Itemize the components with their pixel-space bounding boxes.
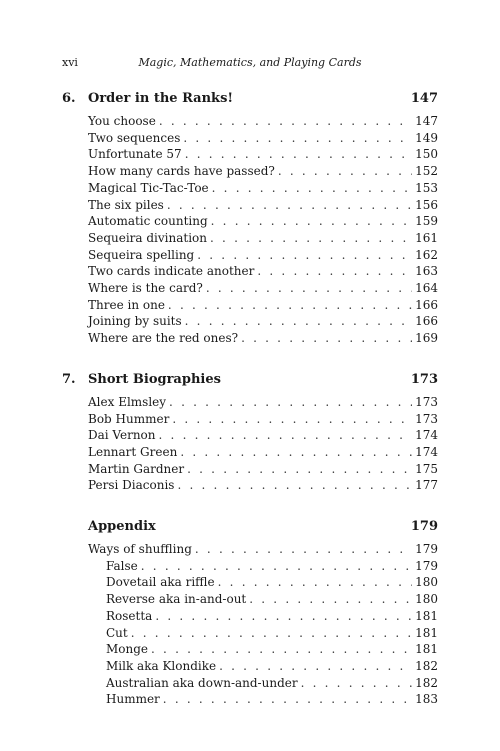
toc-entry[interactable]: [62, 608, 438, 625]
entry-title: Reverse aka in-and-out: [106, 592, 247, 607]
entry-title: Monge: [106, 642, 149, 657]
entry-title: Unfortunate 57: [88, 147, 182, 162]
chapter-heading[interactable]: [62, 518, 438, 536]
entry-page: 147: [415, 114, 438, 128]
entry-title: Cut: [106, 625, 128, 640]
toc-entry[interactable]: [62, 427, 438, 444]
dot-leader: [155, 608, 412, 625]
entry-page: 156: [415, 197, 438, 212]
entry-title: The six piles: [88, 197, 164, 212]
dot-leader: [141, 558, 412, 575]
entry-title: Australian aka down-and-under: [106, 675, 298, 690]
entry-title: Ways of shuffling: [88, 542, 192, 557]
dot-leader: [172, 411, 412, 428]
toc-entry[interactable]: [62, 477, 438, 494]
entry-title: Bob Hummer: [88, 411, 170, 426]
dot-leader: [177, 477, 412, 494]
toc-chapter: [62, 371, 438, 494]
entry-title: How many cards have passed?: [88, 164, 275, 179]
toc-entry[interactable]: [62, 574, 438, 591]
entry-page: 166: [415, 297, 438, 312]
chapter-page: 179: [410, 519, 438, 535]
entry-page: 169: [415, 331, 438, 346]
entry-page: 152: [415, 164, 438, 179]
dot-leader: [257, 263, 412, 280]
dot-leader: [197, 247, 412, 264]
entry-title: Three in one: [88, 297, 165, 312]
toc-entry[interactable]: [62, 394, 438, 411]
entry-page: 181: [415, 642, 438, 657]
toc-entry[interactable]: [62, 163, 438, 180]
entry-title: Where is the card?: [88, 281, 203, 296]
entry-page: 159: [415, 214, 438, 229]
toc-entry[interactable]: [62, 180, 438, 197]
toc-entry[interactable]: [62, 230, 438, 247]
entry-page: 163: [415, 264, 438, 279]
entry-title: Alex Elmsley: [88, 394, 167, 409]
dot-leader: [159, 427, 413, 444]
entry-title: False: [106, 558, 138, 573]
entry-page: 179: [415, 558, 438, 573]
toc-entry[interactable]: [62, 641, 438, 658]
toc-chapter: [62, 90, 438, 347]
entry-title: Two cards indicate another: [88, 264, 255, 279]
toc-entry[interactable]: [62, 330, 438, 347]
entry-title: Joining by suits: [88, 314, 182, 329]
toc-entry[interactable]: [62, 313, 438, 330]
toc-entry[interactable]: [62, 658, 438, 675]
dot-leader: [185, 313, 412, 330]
dot-leader: [151, 641, 412, 658]
entry-page: 181: [415, 608, 438, 623]
dot-leader: [211, 213, 412, 230]
toc-entry[interactable]: [62, 675, 438, 692]
toc-entry[interactable]: [62, 213, 438, 230]
entry-title: Sequeira spelling: [88, 247, 195, 262]
entry-title: Martin Gardner: [88, 461, 185, 476]
chapter-number: 7.: [62, 371, 76, 387]
dot-leader: [159, 113, 412, 130]
book-title: Magic, Mathematics, and Playing Cards: [138, 56, 362, 69]
chapter-heading[interactable]: [62, 90, 438, 108]
entry-title: Dovetail aka riffle: [106, 575, 215, 590]
dot-leader: [206, 280, 412, 297]
dot-leader: [210, 230, 412, 247]
dot-leader: [183, 130, 412, 147]
chapter-heading[interactable]: [62, 371, 438, 389]
toc-entry[interactable]: [62, 280, 438, 297]
toc-entry[interactable]: [62, 297, 438, 314]
entry-title: Automatic counting: [88, 214, 208, 229]
toc-entry[interactable]: [62, 558, 438, 575]
toc-entry[interactable]: [62, 130, 438, 147]
dot-leader: [131, 625, 412, 642]
dot-leader: [218, 574, 412, 591]
toc-entry[interactable]: [62, 591, 438, 608]
entry-title: Milk aka Klondike: [106, 658, 217, 673]
dot-leader: [168, 297, 412, 314]
entry-page: 181: [415, 625, 438, 640]
dot-leader: [301, 675, 413, 692]
chapter-title: Order in the Ranks!: [88, 91, 234, 106]
entry-title: Hummer: [106, 692, 160, 707]
toc-entry[interactable]: [62, 691, 438, 708]
toc-entry[interactable]: [62, 411, 438, 428]
chapter-page: 147: [410, 91, 438, 106]
dot-leader: [278, 163, 412, 180]
toc-entry[interactable]: [62, 247, 438, 264]
entry-title: Where are the red ones?: [88, 331, 239, 346]
toc-entry[interactable]: [62, 263, 438, 280]
entry-title: Persi Diaconis: [88, 478, 175, 493]
table-of-contents: [62, 90, 438, 732]
dot-leader: [180, 444, 412, 461]
toc-entry[interactable]: [62, 146, 438, 163]
entry-title: You choose: [88, 114, 156, 128]
toc-entry[interactable]: [62, 113, 438, 130]
entry-page: 182: [415, 675, 438, 690]
dot-leader: [167, 197, 412, 214]
dot-leader: [241, 330, 412, 347]
entry-page: 162: [415, 247, 438, 262]
entry-title: Sequeira divination: [88, 230, 208, 245]
chapter-number: [62, 518, 88, 536]
toc-entry[interactable]: [62, 197, 438, 214]
entry-page: 173: [415, 394, 438, 409]
dot-leader: [187, 461, 412, 478]
entry-page: 150: [415, 147, 438, 162]
chapter-title: Short Biographies: [88, 371, 221, 387]
toc-chapter: [62, 518, 438, 708]
dot-leader: [212, 180, 412, 197]
entry-page: 166: [415, 314, 438, 329]
entry-page: 174: [415, 428, 438, 443]
entry-title: Magical Tic-Tac-Toe: [88, 180, 209, 195]
dot-leader: [163, 691, 412, 708]
dot-leader: [195, 541, 412, 558]
entry-page: 182: [415, 658, 438, 673]
chapter-title: Appendix: [88, 519, 156, 535]
toc-entry[interactable]: [62, 444, 438, 461]
entry-page: 180: [415, 592, 438, 607]
entry-page: 153: [415, 180, 438, 195]
chapter-number: 6.: [62, 91, 76, 106]
entry-page: 177: [415, 478, 438, 493]
toc-entry[interactable]: [62, 541, 438, 558]
entry-title: Lennart Green: [88, 444, 178, 459]
entry-page: 174: [415, 444, 438, 459]
entry-page: 173: [415, 411, 438, 426]
entry-title: Dai Vernon: [88, 428, 156, 443]
page-number: xvi: [62, 56, 78, 69]
entry-page: 161: [415, 230, 438, 245]
entry-page: 179: [415, 542, 438, 557]
entry-page: 175: [415, 461, 438, 476]
entry-page: 149: [415, 130, 438, 145]
entry-page: 180: [415, 575, 438, 590]
entry-page: 183: [415, 692, 438, 707]
dot-leader: [219, 658, 412, 675]
toc-entry[interactable]: [62, 625, 438, 642]
chapter-page: 173: [410, 371, 438, 387]
toc-entry[interactable]: [62, 461, 438, 478]
dot-leader: [185, 146, 412, 163]
entry-title: Rosetta: [106, 608, 153, 623]
entry-title: Two sequences: [88, 130, 181, 145]
dot-leader: [169, 394, 412, 411]
entry-page: 164: [415, 281, 438, 296]
dot-leader: [249, 591, 412, 608]
